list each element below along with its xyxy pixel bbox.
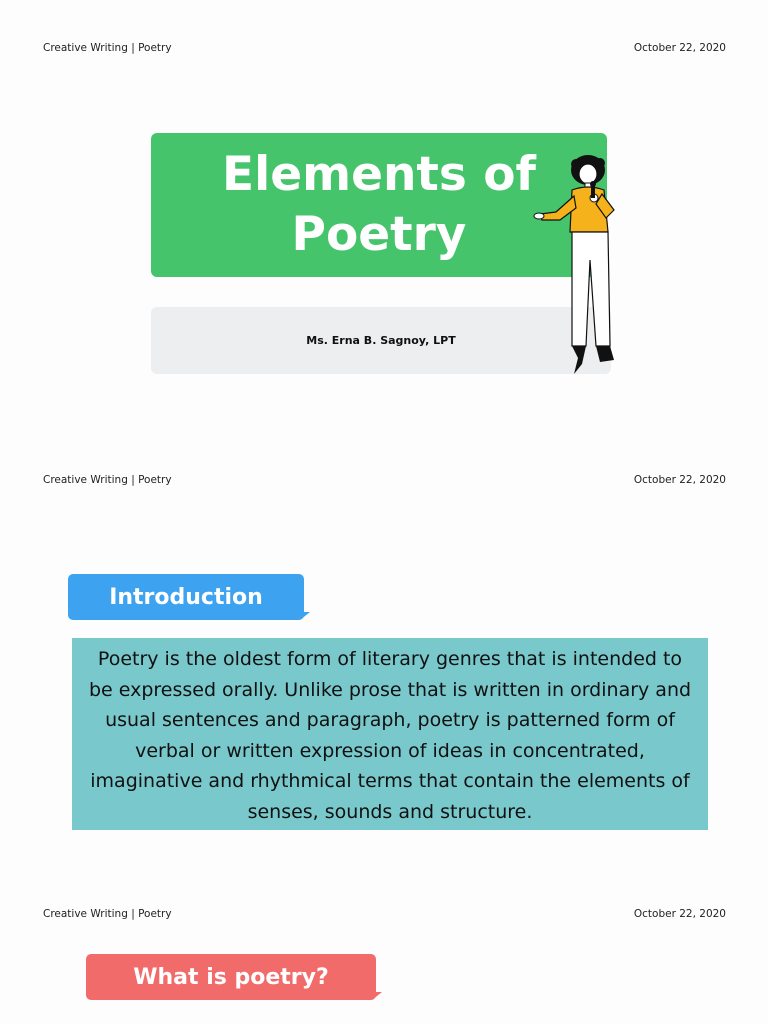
slide-header-course: Creative Writing | Poetry (43, 908, 172, 920)
section-label-text: Introduction (109, 584, 263, 610)
slide-header-date: October 22, 2020 (633, 908, 726, 920)
section-label-text: What is poetry? (133, 964, 329, 990)
speech-tail (372, 992, 382, 1000)
section-label-question (86, 954, 376, 1000)
presenter-icon (530, 150, 630, 378)
speech-tail (300, 612, 310, 620)
author-name: Ms. Erna B. Sagnoy, LPT (306, 334, 456, 347)
slide-what-is-poetry (0, 866, 768, 1024)
introduction-body: Poetry is the oldest form of literary genres that is intended to be expressed orally. Unlike prose that is written in ordinary and usual sentences and paragraph, poetry is patterned form of verbal or written expression of ideas in concentrated, imaginative and rhythmical terms that contain the elements of senses, sounds and structure. (72, 638, 708, 830)
section-label-introduction (68, 574, 304, 620)
slide-header-date: October 22, 2020 (633, 42, 726, 54)
slide-header-date: October 22, 2020 (633, 474, 726, 486)
slide-introduction (0, 432, 768, 866)
slide-header-course: Creative Writing | Poetry (43, 42, 172, 54)
slide-title (0, 0, 768, 432)
page-title: Elements of Poetry (222, 147, 536, 262)
slide-header-course: Creative Writing | Poetry (43, 474, 172, 486)
